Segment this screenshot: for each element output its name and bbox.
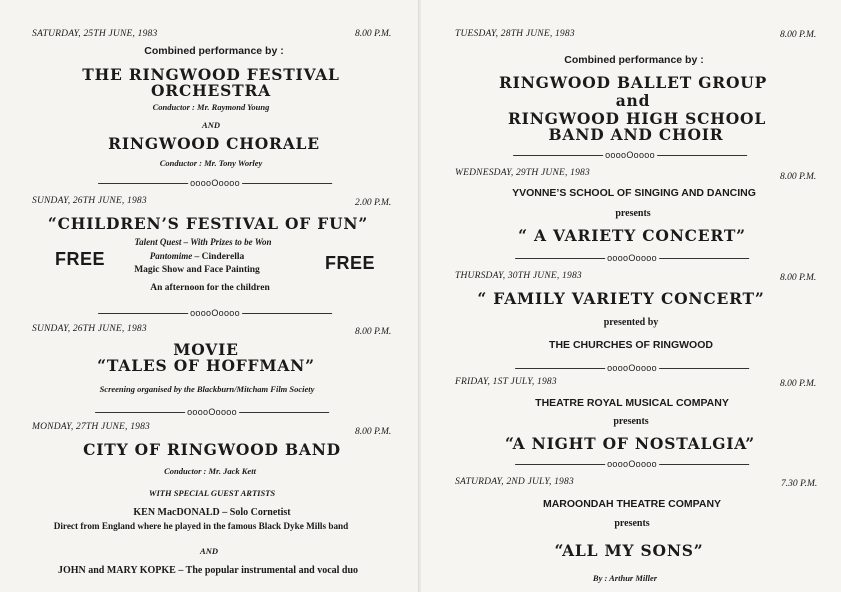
event-conductor: Conductor : Mr. Tony Worley	[159, 158, 263, 168]
event-and: AND	[200, 546, 218, 556]
event-author: By : Arthur Miller	[592, 573, 658, 583]
section-divider: ooooOoooo	[98, 308, 332, 318]
event-intro: Combined performance by :	[144, 45, 284, 57]
event-detail: Direct from England where he played in the famous Black Dyke Mills band	[53, 521, 349, 531]
event-date: THURSDAY, 30TH JUNE, 1983	[455, 271, 582, 281]
right-page	[421, 0, 841, 592]
section-divider: ooooOoooo	[515, 459, 749, 469]
event-subtitle: Screening organised by the Blackburn/Mitcham Film Society	[99, 384, 315, 394]
event-presented: presented by	[603, 317, 659, 328]
event-time: 8.00 P.M.	[780, 273, 817, 283]
event-title: “TALES OF HOFFMAN”	[97, 356, 315, 375]
event-title: RINGWOOD CHORALE	[108, 134, 320, 153]
event-presents: presents	[615, 208, 651, 219]
event-time: 8.00 P.M.	[780, 379, 817, 389]
event-time: 8.00 P.M.	[780, 30, 817, 40]
event-title: RINGWOOD HIGH SCHOOL	[507, 109, 767, 128]
event-organizer: THEATRE ROYAL MUSICAL COMPANY	[535, 397, 729, 409]
event-performer: JOHN and MARY KOPKE – The popular instrumental and vocal duo	[57, 565, 359, 576]
event-organizer: MAROONDAH THEATRE COMPANY	[542, 498, 722, 510]
event-date: SUNDAY, 26TH JUNE, 1983	[32, 196, 147, 206]
section-divider: ooooOoooo	[513, 150, 747, 160]
event-time: 8.00 P.M.	[780, 172, 817, 182]
event-title: “CHILDREN’S FESTIVAL OF FUN”	[47, 214, 369, 233]
event-conductor: Conductor : Mr. Raymond Young	[152, 102, 270, 112]
event-title: “ALL MY SONS”	[554, 541, 704, 560]
event-organizer: THE CHURCHES OF RINGWOOD	[549, 339, 713, 351]
event-date: WEDNESDAY, 29TH JUNE, 1983	[455, 168, 590, 178]
event-title: “ A VARIETY CONCERT”	[518, 226, 746, 245]
section-divider: ooooOoooo	[98, 178, 332, 188]
event-title: THE RINGWOOD FESTIVAL	[82, 65, 340, 84]
event-date: SATURDAY, 25TH JUNE, 1983	[32, 29, 158, 39]
event-detail: Magic Show and Face Painting	[134, 265, 260, 275]
event-date: FRIDAY, 1ST JULY, 1983	[455, 377, 557, 387]
event-presents: presents	[613, 416, 649, 427]
event-performer: KEN MacDONALD – Solo Cornetist	[133, 507, 291, 518]
event-time: 7.30 P.M.	[781, 479, 818, 489]
event-time: 8.00 P.M.	[355, 427, 392, 437]
event-time: 8.00 P.M.	[355, 29, 392, 39]
event-title: MOVIE	[173, 340, 239, 359]
event-time: 2.00 P.M.	[355, 198, 392, 208]
left-page	[0, 0, 420, 592]
event-intro: Combined performance by :	[564, 54, 704, 66]
event-title: RINGWOOD BALLET GROUP	[498, 73, 768, 92]
event-title: “ FAMILY VARIETY CONCERT”	[477, 289, 765, 308]
event-title: “A NIGHT OF NOSTALGIA”	[504, 434, 756, 453]
event-presents: presents	[614, 518, 650, 529]
event-detail: Talent Quest – With Prizes to be Won	[134, 237, 272, 247]
event-guest: WITH SPECIAL GUEST ARTISTS	[148, 488, 276, 498]
event-and: AND	[202, 120, 220, 130]
free-badge: FREE	[55, 249, 106, 269]
event-detail: An afternoon for the children	[150, 283, 270, 293]
free-badge: FREE	[325, 253, 376, 273]
event-date: SUNDAY, 26TH JUNE, 1983	[32, 324, 147, 334]
event-date: MONDAY, 27TH JUNE, 1983	[32, 422, 150, 432]
event-detail: Pantomime – Cinderella	[149, 251, 245, 262]
event-conductor: Conductor : Mr. Jack Kett	[164, 466, 256, 476]
event-title: and	[615, 91, 651, 110]
event-date: SATURDAY, 2ND JULY, 1983	[455, 477, 574, 487]
section-divider: ooooOoooo	[515, 363, 749, 373]
event-title: BAND AND CHOIR	[548, 125, 724, 144]
event-time: 8.00 P.M.	[355, 327, 392, 337]
event-organizer: YVONNE’S SCHOOL OF SINGING AND DANCING	[512, 187, 756, 199]
event-date: TUESDAY, 28TH JUNE, 1983	[455, 29, 575, 39]
event-title: CITY OF RINGWOOD BAND	[83, 440, 341, 459]
section-divider: ooooOoooo	[515, 253, 749, 263]
section-divider: ooooOoooo	[95, 407, 329, 417]
event-title: ORCHESTRA	[150, 81, 272, 100]
